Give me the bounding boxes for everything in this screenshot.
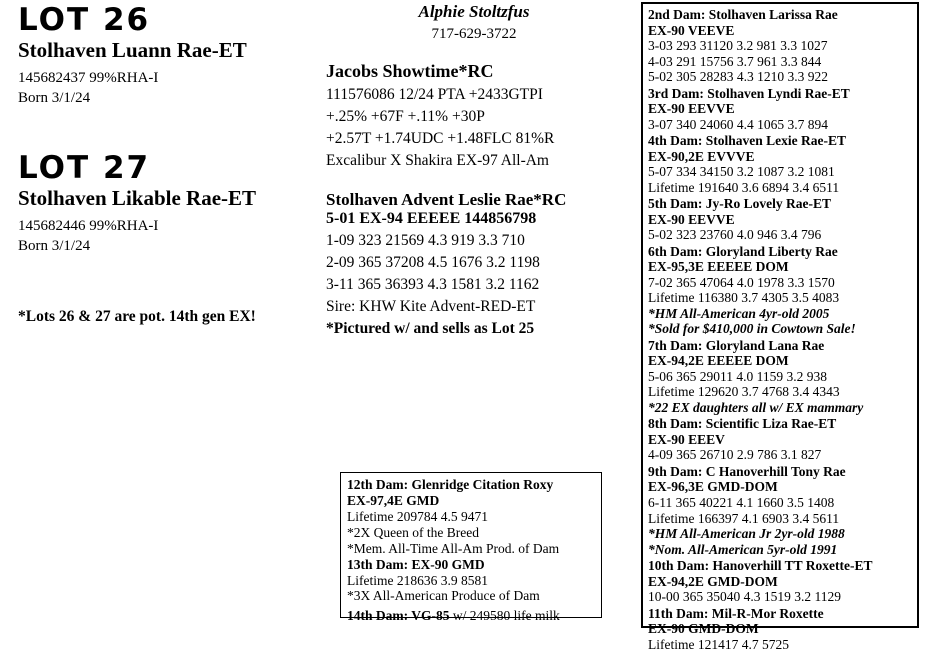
sire-line: 111576086 12/24 PTA +2433GTPI [326,86,543,103]
ancestor-title: 14th Dam: VG-85 [347,608,450,624]
ancestor-title: 13th Dam: EX-90 GMD [347,556,485,572]
dam-record: 1-09 323 21569 4.3 919 3.3 710 [326,232,525,249]
dam-entry [648,86,912,133]
lot-animal-name: Stolhaven Likable Rae-ET [18,185,257,210]
dam-award: *HM All-American Jr 2yr-old 1988 [648,526,845,542]
lot-animal-name: Stolhaven Luann Rae-ET [18,37,247,62]
dam-title: 2nd Dam: Stolhaven Larissa Rae [648,7,838,22]
dam-name: Stolhaven Advent Leslie Rae*RC [326,190,567,209]
lot-registration: 145682446 99%RHA-I [18,217,159,234]
dam-score: EX-96,3E GMD-DOM [648,479,778,495]
sire-name: Jacobs Showtime*RC [326,61,494,81]
dam-record: 5-02 323 23760 4.0 946 3.4 796 [648,227,822,243]
lot-number: LOT 26 [18,2,151,38]
dam-record: 10-00 365 35040 4.3 1519 3.2 1129 [648,589,841,605]
dam-entry [648,464,912,557]
dam-title: 8th Dam: Scientific Liza Rae-ET [648,416,837,432]
sire-section [326,61,622,172]
ancestor-line: *2X Queen of the Breed [347,524,479,540]
ancestor-line: Lifetime 218636 3.9 8581 [347,572,488,588]
dam-record: 5-06 365 29011 4.0 1159 3.2 938 [648,368,827,384]
consignor-name: Alphie Stoltzfus [418,2,530,21]
dam-score: EX-95,3E EEEEE DOM [648,259,789,275]
dam-record: 4-09 365 26710 2.9 786 3.1 827 [648,447,822,463]
dam-title: 9th Dam: C Hanoverhill Tony Rae [648,463,846,479]
dam-award: *HM All-American 4yr-old 2005 [648,305,830,321]
dam-entry [648,244,912,337]
dam-award: *22 EX daughters all w/ EX mammary [648,399,864,415]
dam-record: Lifetime 121417 4.7 5725 [648,636,789,652]
ancestor-score: EX-97,4E GMD [347,492,440,508]
dam-record: Lifetime 129620 3.7 4768 3.4 4343 [648,384,840,400]
ancestor-line: Lifetime 209784 4.5 9471 [347,508,488,524]
dam-section [326,190,622,318]
dam-title: 5th Dam: Jy-Ro Lovely Rae-ET [648,196,831,212]
dam-score: EX-90,2E EVVVE [648,148,755,164]
dam-title: 7th Dam: Gloryland Lana Rae [648,337,825,353]
consignor-phone: 717-629-3722 [431,26,517,42]
ancestor-box-lower [340,472,602,624]
dam-title: 6th Dam: Gloryland Liberty Rae [648,243,838,259]
dam-score: EX-90 EEEV [648,431,725,447]
ancestor-line: w/ 249580 life milk [449,608,560,624]
dam-score: EX-90 VEEVE [648,22,735,38]
dam-sire-line: Sire: KHW Kite Advent-RED-ET [326,298,536,315]
dam-score: EX-94,2E EEEEE DOM [648,353,789,369]
dam-entry [648,606,912,652]
sire-line: Excalibur X Shakira EX-97 All-Am [326,152,549,169]
lot-birthdate: Born 3/1/24 [18,89,91,106]
dam-title: 4th Dam: Stolhaven Lexie Rae-ET [648,133,846,149]
maternal-line-box [641,2,919,652]
lot-birthdate: Born 3/1/24 [18,238,91,255]
lot-footnote: *Lots 26 & 27 are pot. 14th gen EX! [18,308,256,326]
lot-number: LOT 27 [18,150,151,187]
ancestor-title: 12th Dam: Glenridge Citation Roxy [347,477,554,492]
dam-score: EX-90 EEVVE [648,211,735,227]
dam-record: 3-07 340 24060 4.4 1065 3.7 894 [648,116,828,132]
dam-record: Lifetime 166397 4.1 6903 3.4 5611 [648,510,840,526]
dam-score: EX-90 EEVVE [648,101,735,117]
sire-line: +.25% +67F +.11% +30P [326,108,485,125]
lot-block-27 [18,152,318,256]
pedigree-column [326,2,622,338]
ancestor-entry [347,477,595,557]
ancestor-line: *3X All-American Produce of Dam [347,588,540,604]
dam-record: 5-02 305 28283 4.3 1210 3.3 922 [648,69,828,85]
ancestor-entry [347,607,595,625]
ancestor-line: *Mem. All-Time All-Am Prod. of Dam [347,540,560,556]
dam-record: 4-03 291 15756 3.7 961 3.3 844 [648,53,822,69]
dam-record: 6-11 365 40221 4.1 1660 3.5 1408 [648,494,835,510]
dam-classification: 5-01 EX-94 EEEEE 144856798 [326,210,537,227]
dam-entry [648,558,912,605]
dam-record: 3-03 293 31120 3.2 981 3.3 1027 [648,38,828,54]
dam-entry [648,7,912,85]
dam-award: *Nom. All-American 5yr-old 1991 [648,541,838,557]
ancestor-entry [347,557,595,605]
dam-entry [648,133,912,195]
dam-record: 7-02 365 47064 4.0 1978 3.3 1570 [648,274,835,290]
dam-record: Lifetime 191640 3.6 6894 3.4 6511 [648,179,840,195]
sire-line: +2.57T +1.74UDC +1.48FLC 81%R [326,130,555,147]
lot-listing-column [18,4,318,326]
dam-title: 3rd Dam: Stolhaven Lyndi Rae-ET [648,85,850,101]
dam-record: 5-07 334 34150 3.2 1087 3.2 1081 [648,164,835,180]
pedigree-footnote: *Pictured w/ and sells as Lot 25 [326,320,535,337]
dam-title: 10th Dam: Hanoverhill TT Roxette-ET [648,558,873,574]
dam-score: EX-94,2E GMD-DOM [648,573,778,589]
dam-award: *Sold for $410,000 in Cowtown Sale! [648,321,856,337]
dam-title: 11th Dam: Mil-R-Mor Roxette [648,605,824,621]
dam-entry [648,338,912,416]
dam-score: EX-90 GMD-DOM [648,621,759,637]
dam-record: 3-11 365 36393 4.3 1581 3.2 1162 [326,276,540,293]
lot-block-26 [18,4,318,108]
lot-registration: 145682437 99%RHA-I [18,69,159,86]
dam-entry [648,416,912,463]
dam-record: 2-09 365 37208 4.5 1676 3.2 1198 [326,254,540,271]
dam-record: Lifetime 116380 3.7 4305 3.5 4083 [648,290,840,306]
dam-entry [648,196,912,243]
